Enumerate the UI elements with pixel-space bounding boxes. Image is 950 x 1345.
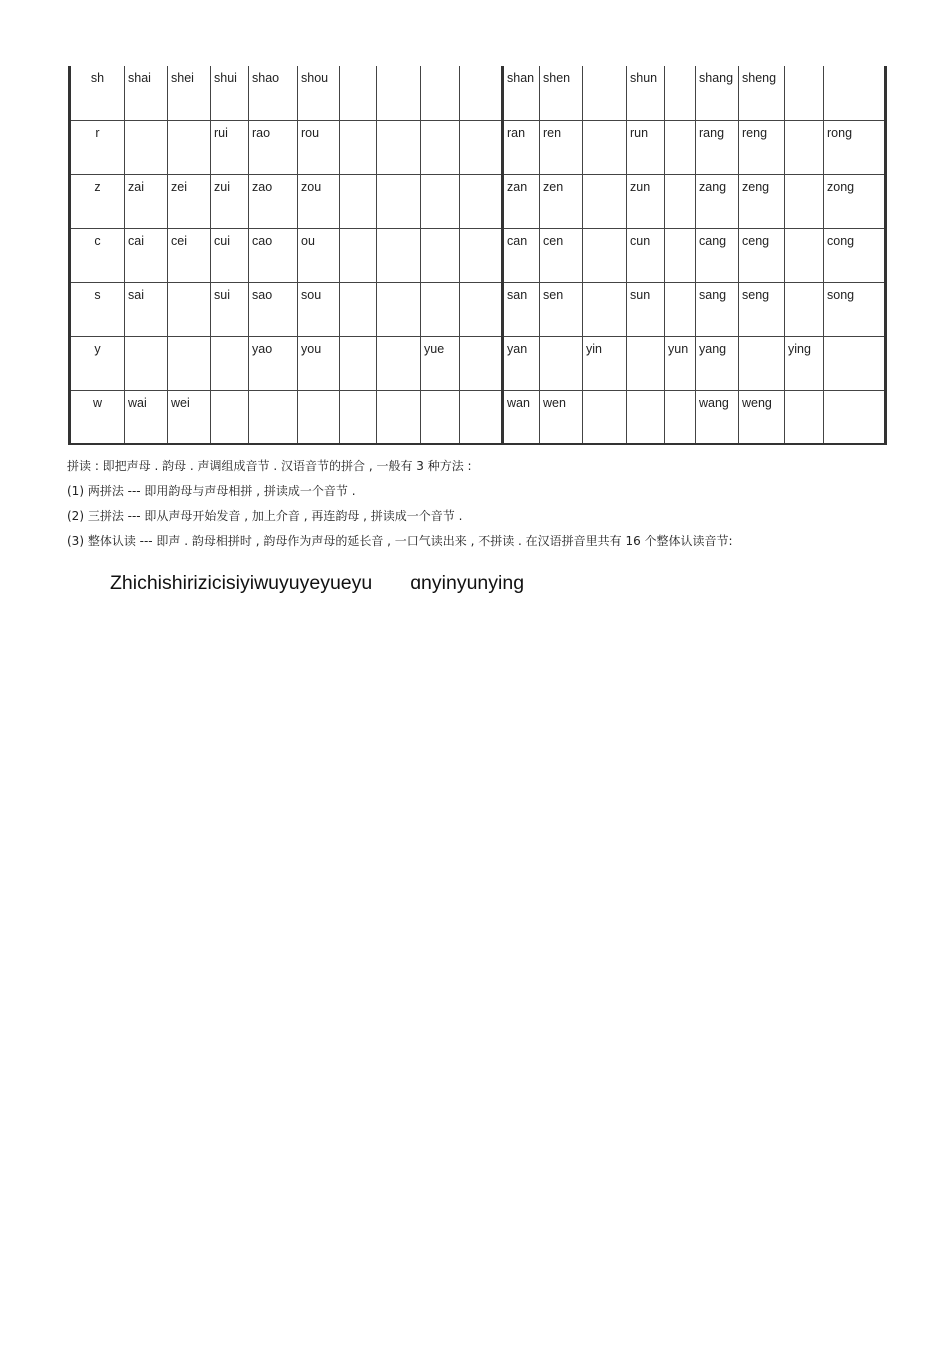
syllable-cell: [460, 120, 503, 174]
initial-cell: w: [70, 390, 125, 444]
syllable-cell: shan: [503, 66, 540, 120]
method-two-part-text: (1) 两拼法 --- 即用韵母与声母相拼 , 拼读成一个音节 .: [67, 484, 356, 498]
syllable-cell: [298, 390, 340, 444]
syllable-cell: [665, 66, 696, 120]
syllable-cell: wang: [696, 390, 739, 444]
syllable-cell: zei: [168, 174, 211, 228]
syllable-cell: weng: [739, 390, 785, 444]
syllable-cell: [583, 120, 627, 174]
syllable-cell: [377, 174, 421, 228]
syllable-cell: wai: [125, 390, 168, 444]
syllable-cell: cong: [824, 228, 886, 282]
syllable-cell: [540, 336, 583, 390]
syllable-cell: you: [298, 336, 340, 390]
syllable-cell: zui: [211, 174, 249, 228]
syllable-cell: [421, 390, 460, 444]
syllable-cell: [665, 174, 696, 228]
table-row: [70, 390, 886, 444]
syllable-cell: song: [824, 282, 886, 336]
syllable-cell: [125, 336, 168, 390]
syllable-cell: yao: [249, 336, 298, 390]
syllable-cell: [627, 336, 665, 390]
syllable-cell: sen: [540, 282, 583, 336]
syllable-cell: [168, 336, 211, 390]
syllable-cell: [421, 120, 460, 174]
syllable-cell: [824, 66, 886, 120]
syllable-cell: [460, 66, 503, 120]
syllable-cell: [168, 120, 211, 174]
syllable-cell: [421, 228, 460, 282]
syllable-cell: shang: [696, 66, 739, 120]
syllable-cell: [785, 174, 824, 228]
syllable-cell: cui: [211, 228, 249, 282]
table-row: [70, 336, 886, 390]
syllable-cell: ou: [298, 228, 340, 282]
syllable-cell: yue: [421, 336, 460, 390]
syllable-cell: [785, 66, 824, 120]
syllable-cell: yin: [583, 336, 627, 390]
syllable-cell: [583, 228, 627, 282]
syllable-cell: zun: [627, 174, 665, 228]
initial-cell: z: [70, 174, 125, 228]
initial-cell: sh: [70, 66, 125, 120]
syllable-cell: [460, 282, 503, 336]
syllable-cell: rui: [211, 120, 249, 174]
syllable-cell: [421, 282, 460, 336]
syllable-cell: zan: [503, 174, 540, 228]
initial-cell: c: [70, 228, 125, 282]
syllable-cell: [168, 282, 211, 336]
syllable-cell: ying: [785, 336, 824, 390]
initial-cell: y: [70, 336, 125, 390]
pinyin-syllable-table: [68, 66, 887, 445]
syllable-cell: [824, 390, 886, 444]
syllable-cell: [665, 282, 696, 336]
syllable-cell: zong: [824, 174, 886, 228]
initial-cell: r: [70, 120, 125, 174]
syllable-cell: seng: [739, 282, 785, 336]
syllable-cell: [583, 282, 627, 336]
syllable-cell: yang: [696, 336, 739, 390]
table-row: [70, 282, 886, 336]
syllable-cell: reng: [739, 120, 785, 174]
whole-reading-syllables: [110, 572, 524, 595]
table-row: [70, 120, 886, 174]
syllable-cell: rao: [249, 120, 298, 174]
syllable-cell: sao: [249, 282, 298, 336]
syllable-cell: yan: [503, 336, 540, 390]
syllable-cell: rou: [298, 120, 340, 174]
syllable-cell: ren: [540, 120, 583, 174]
syllable-cell: wen: [540, 390, 583, 444]
syllable-cell: [340, 282, 377, 336]
method-whole-reading-text: (3) 整体认读 --- 即声 . 韵母相拼时 , 韵母作为声母的延长音 , 一口气读出来 , 不拼读 . 在汉语拼音里共有 16 个整体认读音节:: [67, 534, 733, 548]
syllable-cell: [665, 228, 696, 282]
syllable-cell: rang: [696, 120, 739, 174]
syllable-cell: run: [627, 120, 665, 174]
syllable-cell: [377, 390, 421, 444]
syllable-cell: [460, 390, 503, 444]
syllable-cell: [377, 66, 421, 120]
syllable-cell: zang: [696, 174, 739, 228]
syllable-cell: [460, 174, 503, 228]
syllable-cell: [125, 120, 168, 174]
syllable-cell: [249, 390, 298, 444]
syllable-cell: [824, 336, 886, 390]
syllable-cell: cen: [540, 228, 583, 282]
syllable-cell: zeng: [739, 174, 785, 228]
syllable-cell: zou: [298, 174, 340, 228]
table-row: [70, 174, 886, 228]
spelling-intro-text: 拼读 : 即把声母 . 韵母 . 声调组成音节 . 汉语音节的拼合 , 一般有 3 种方法 :: [67, 459, 472, 473]
syllable-cell: [340, 120, 377, 174]
syllable-cell: ran: [503, 120, 540, 174]
syllable-cell: [785, 120, 824, 174]
syllable-cell: [460, 336, 503, 390]
syllable-cell: [377, 228, 421, 282]
syllable-cell: [421, 174, 460, 228]
syllable-cell: zen: [540, 174, 583, 228]
syllable-cell: zai: [125, 174, 168, 228]
syllable-cell: shai: [125, 66, 168, 120]
syllable-cell: [377, 336, 421, 390]
method-three-part-text: (2) 三拼法 --- 即从声母开始发音 , 加上介音 , 再连韵母 , 拼读成一个音节 .: [67, 509, 463, 523]
syllable-cell: shao: [249, 66, 298, 120]
syllable-cell: [340, 336, 377, 390]
syllable-cell: [377, 120, 421, 174]
syllable-cell: wei: [168, 390, 211, 444]
syllable-cell: shou: [298, 66, 340, 120]
table-row: [70, 66, 886, 120]
initial-cell: s: [70, 282, 125, 336]
syllable-cell: cang: [696, 228, 739, 282]
syllables-part-two: ɑnyinyunying: [410, 572, 525, 594]
syllable-cell: [460, 228, 503, 282]
syllable-cell: [785, 282, 824, 336]
syllable-cell: shei: [168, 66, 211, 120]
syllable-cell: [785, 390, 824, 444]
syllable-cell: [421, 66, 460, 120]
syllable-cell: [340, 66, 377, 120]
syllable-cell: wan: [503, 390, 540, 444]
syllable-cell: yun: [665, 336, 696, 390]
syllable-cell: [211, 390, 249, 444]
syllable-cell: [340, 390, 377, 444]
syllable-cell: can: [503, 228, 540, 282]
syllable-cell: [340, 174, 377, 228]
syllable-cell: cei: [168, 228, 211, 282]
syllable-cell: [583, 174, 627, 228]
syllable-cell: shun: [627, 66, 665, 120]
syllable-cell: shui: [211, 66, 249, 120]
syllable-cell: [665, 120, 696, 174]
syllable-cell: shen: [540, 66, 583, 120]
syllable-cell: sou: [298, 282, 340, 336]
syllable-cell: cai: [125, 228, 168, 282]
syllable-cell: [340, 228, 377, 282]
syllable-cell: sui: [211, 282, 249, 336]
syllable-cell: [665, 390, 696, 444]
syllable-cell: sun: [627, 282, 665, 336]
syllable-cell: [785, 228, 824, 282]
syllable-cell: sang: [696, 282, 739, 336]
syllable-cell: sai: [125, 282, 168, 336]
syllable-cell: [627, 390, 665, 444]
syllable-cell: [583, 390, 627, 444]
syllable-cell: [739, 336, 785, 390]
syllable-cell: [583, 66, 627, 120]
syllable-cell: sheng: [739, 66, 785, 120]
syllables-part-one: Zhichishirizicisiyiwuyuyeyueyu: [110, 572, 373, 594]
syllable-cell: [377, 282, 421, 336]
syllable-cell: ceng: [739, 228, 785, 282]
syllable-cell: rong: [824, 120, 886, 174]
syllable-cell: cun: [627, 228, 665, 282]
syllable-cell: zao: [249, 174, 298, 228]
syllable-cell: san: [503, 282, 540, 336]
syllable-cell: cao: [249, 228, 298, 282]
syllable-cell: [211, 336, 249, 390]
table-row: [70, 228, 886, 282]
